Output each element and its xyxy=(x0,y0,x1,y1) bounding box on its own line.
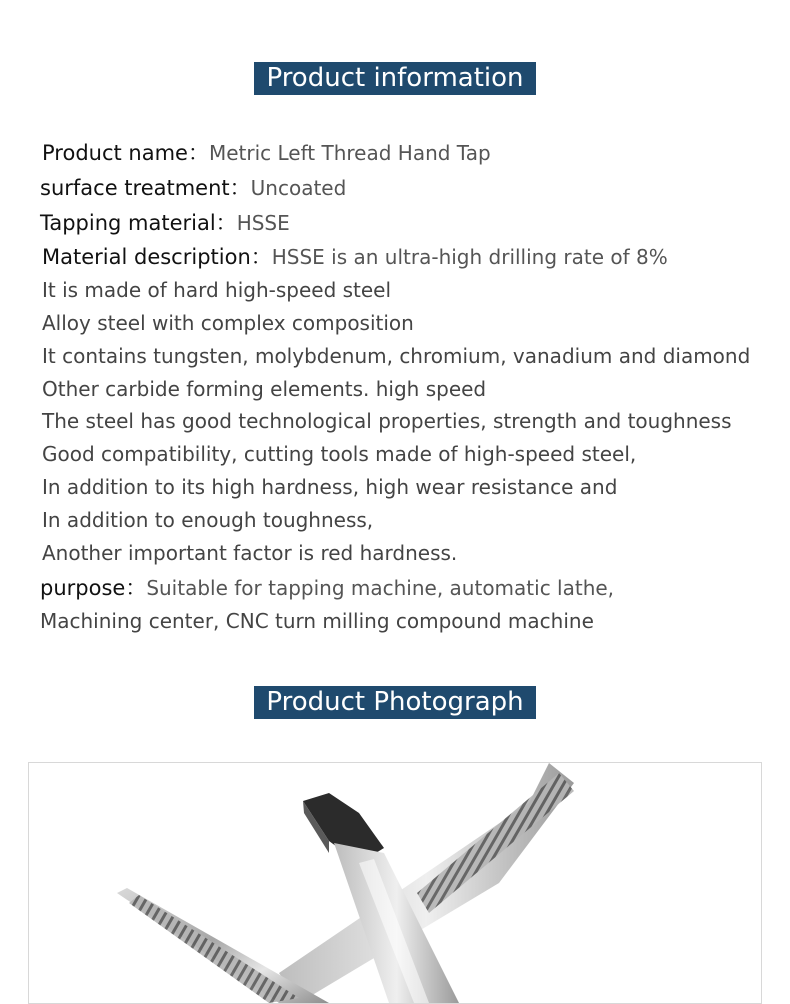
description-line: The steel has good technological properties, strength and toughness xyxy=(42,409,732,433)
purpose-label: purpose： xyxy=(40,576,147,600)
section-title-text: Product information xyxy=(254,62,535,95)
description-line: Another important factor is red hardness. xyxy=(42,541,458,565)
tapping-material-row xyxy=(40,210,290,236)
surface-treatment-value: Uncoated xyxy=(250,176,347,200)
description-line: It contains tungsten, molybdenum, chromium, vanadium and diamond xyxy=(42,344,751,368)
section-title-text: Product Photograph xyxy=(254,686,535,719)
description-line: In addition to its high hardness, high wear resistance and xyxy=(42,475,618,499)
description-line: It is made of hard high-speed steel xyxy=(42,278,392,302)
purpose-row xyxy=(40,575,614,601)
product-photo xyxy=(28,762,762,1004)
section-title-product-information xyxy=(0,62,790,95)
material-description-row xyxy=(42,244,668,270)
purpose-line-2: Machining center, CNC turn milling compound machine xyxy=(40,609,594,633)
material-description-label: Material description： xyxy=(42,245,272,269)
tapping-material-value: HSSE xyxy=(236,211,290,235)
description-line: Other carbide forming elements. high speed xyxy=(42,377,487,401)
hand-tap-illustration xyxy=(29,763,761,1003)
product-name-label: Product name： xyxy=(42,141,209,165)
surface-treatment-row xyxy=(40,175,346,201)
section-title-product-photograph xyxy=(0,686,790,719)
product-name-row xyxy=(42,140,491,166)
product-name-value: Metric Left Thread Hand Tap xyxy=(208,141,491,165)
purpose-value: Suitable for tapping machine, automatic lathe, xyxy=(146,576,615,600)
material-description-value: HSSE is an ultra-high drilling rate of 8% xyxy=(271,245,668,269)
description-line: Alloy steel with complex composition xyxy=(42,311,414,335)
tap-left xyxy=(117,888,329,1003)
tapping-material-label: Tapping material： xyxy=(40,211,237,235)
description-line: In addition to enough toughness, xyxy=(42,508,374,532)
description-line: Good compatibility, cutting tools made of high-speed steel, xyxy=(42,442,637,466)
surface-treatment-label: surface treatment： xyxy=(40,176,251,200)
